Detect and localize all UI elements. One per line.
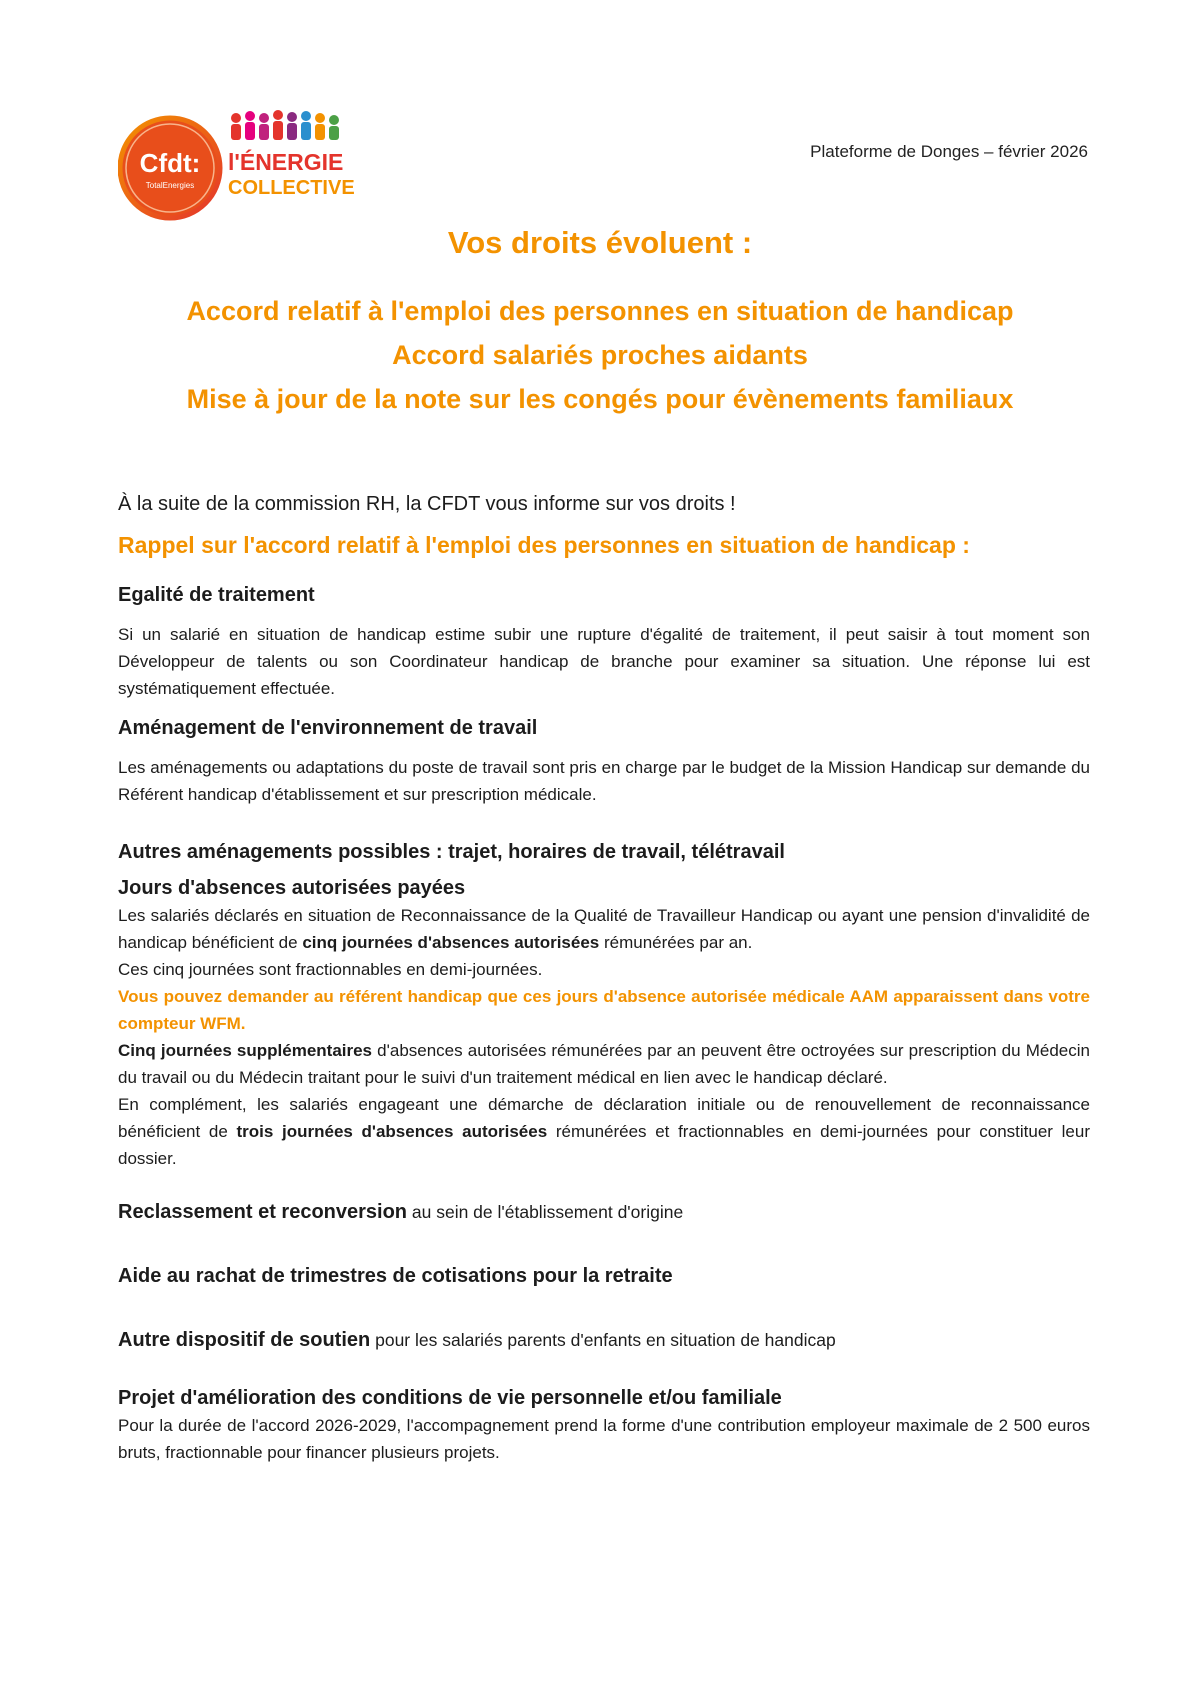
heading-autres-amenagements: Autres aménagements possibles : trajet, horaires de travail, télétravail	[118, 841, 785, 863]
text-span: rémunérées et fractionnables en demi-journées pour constituer leur dossier.	[118, 1122, 1090, 1168]
heading-autre-dispositif	[118, 1326, 1090, 1354]
paragraph-absences-2: Ces cinq journées sont fractionnables en demi-journées.	[118, 960, 543, 979]
text-span: d'absences autorisées rémunérées par an peuvent être octroyées sur prescription du Médecin du travail ou du Médecin traitant pour le suivi d'un traitement médical en lien avec le handicap déclaré.	[118, 1041, 1090, 1087]
text-span: Les salariés déclarés en situation de Reconnaissance de la Qualité de Travailleur Handicap ou ayant une pension d'invalidité de handicap bénéficient de	[118, 906, 1090, 952]
heading-egalite: Egalité de traitement	[118, 584, 315, 606]
paragraph-egalite: Si un salarié en situation de handicap estime subir une rupture d'égalité de traitement, il peut saisir à tout moment son Développeur de talents ou son Coordinateur handicap de branche pour examiner sa situation. Une réponse lui est systématiquement effectuée.	[118, 625, 1090, 698]
title-block	[60, 224, 1140, 421]
subtitle-line-3: Mise à jour de la note sur les congés pour évènements familiaux	[186, 384, 1014, 415]
subtitle-line-2: Accord salariés proches aidants	[392, 340, 808, 371]
cfdt-logo-text: Cfdt:	[139, 148, 201, 178]
cfdt-logo	[118, 108, 368, 226]
people-icon	[231, 110, 339, 140]
paragraph-absences-1	[118, 902, 1090, 956]
text-span: pour les salariés parents d'enfants en situation de handicap	[370, 1330, 836, 1350]
subtitle-line-1: Accord relatif à l'emploi des personnes en situation de handicap	[186, 296, 1014, 327]
paragraph-amenagement: Les aménagements ou adaptations du poste de travail sont pris en charge par le budget de la Mission Handicap sur demande du Référent handicap d'établissement et sur prescription médicale.	[118, 758, 1090, 804]
bold-span: Reclassement et reconversion	[118, 1201, 408, 1223]
energie-logo-line2: COLLECTIVE	[228, 177, 355, 199]
heading-reclassement	[118, 1198, 1090, 1226]
heading-jours-absences: Jours d'absences autorisées payées	[118, 877, 466, 899]
main-title: Vos droits évoluent :	[447, 225, 753, 260]
paragraph-projet: Pour la durée de l'accord 2026-2029, l'accompagnement prend la forme d'une contribution employeur maximale de 2 500 euros bruts, fractionnable pour financer plusieurs projets.	[118, 1416, 1090, 1462]
bold-span: Cinq journées supplémentaires	[118, 1041, 373, 1060]
document-body	[118, 493, 1090, 1466]
bold-span: Autre dispositif de soutien	[118, 1329, 371, 1351]
text-span: rémunérées par an.	[599, 933, 753, 952]
text-span: En complément, les salariés engageant une démarche de déclaration initiale ou de renouvellement de reconnaissance bénéficient de	[118, 1095, 1090, 1141]
paragraph-absences-3	[118, 1037, 1090, 1091]
cfdt-logo-subtext: TotalEnergies	[145, 181, 195, 190]
paragraph-absences-4	[118, 1091, 1090, 1172]
heading-projet-amelioration: Projet d'amélioration des conditions de vie personnelle et/ou familiale	[118, 1387, 782, 1409]
date-line: Plateforme de Donges – février 2026	[810, 142, 1088, 161]
bold-span: cinq journées d'absences autorisées	[302, 933, 600, 952]
bold-span: trois journées d'absences autorisées	[236, 1122, 548, 1141]
intro-text: À la suite de la commission RH, la CFDT vous informe sur vos droits !	[118, 493, 736, 515]
heading-amenagement: Aménagement de l'environnement de travail	[118, 717, 538, 739]
section-title: Rappel sur l'accord relatif à l'emploi des personnes en situation de handicap :	[118, 532, 970, 558]
text-span: au sein de l'établissement d'origine	[407, 1202, 684, 1222]
energie-logo-line1: l'ÉNERGIE	[228, 149, 344, 175]
heading-rachat-trimestres: Aide au rachat de trimestres de cotisations pour la retraite	[118, 1265, 673, 1287]
paragraph-absences-highlight: Vous pouvez demander au référent handicap que ces jours d'absence autorisée médicale AAM apparaissent dans votre compteur WFM.	[118, 987, 1090, 1033]
